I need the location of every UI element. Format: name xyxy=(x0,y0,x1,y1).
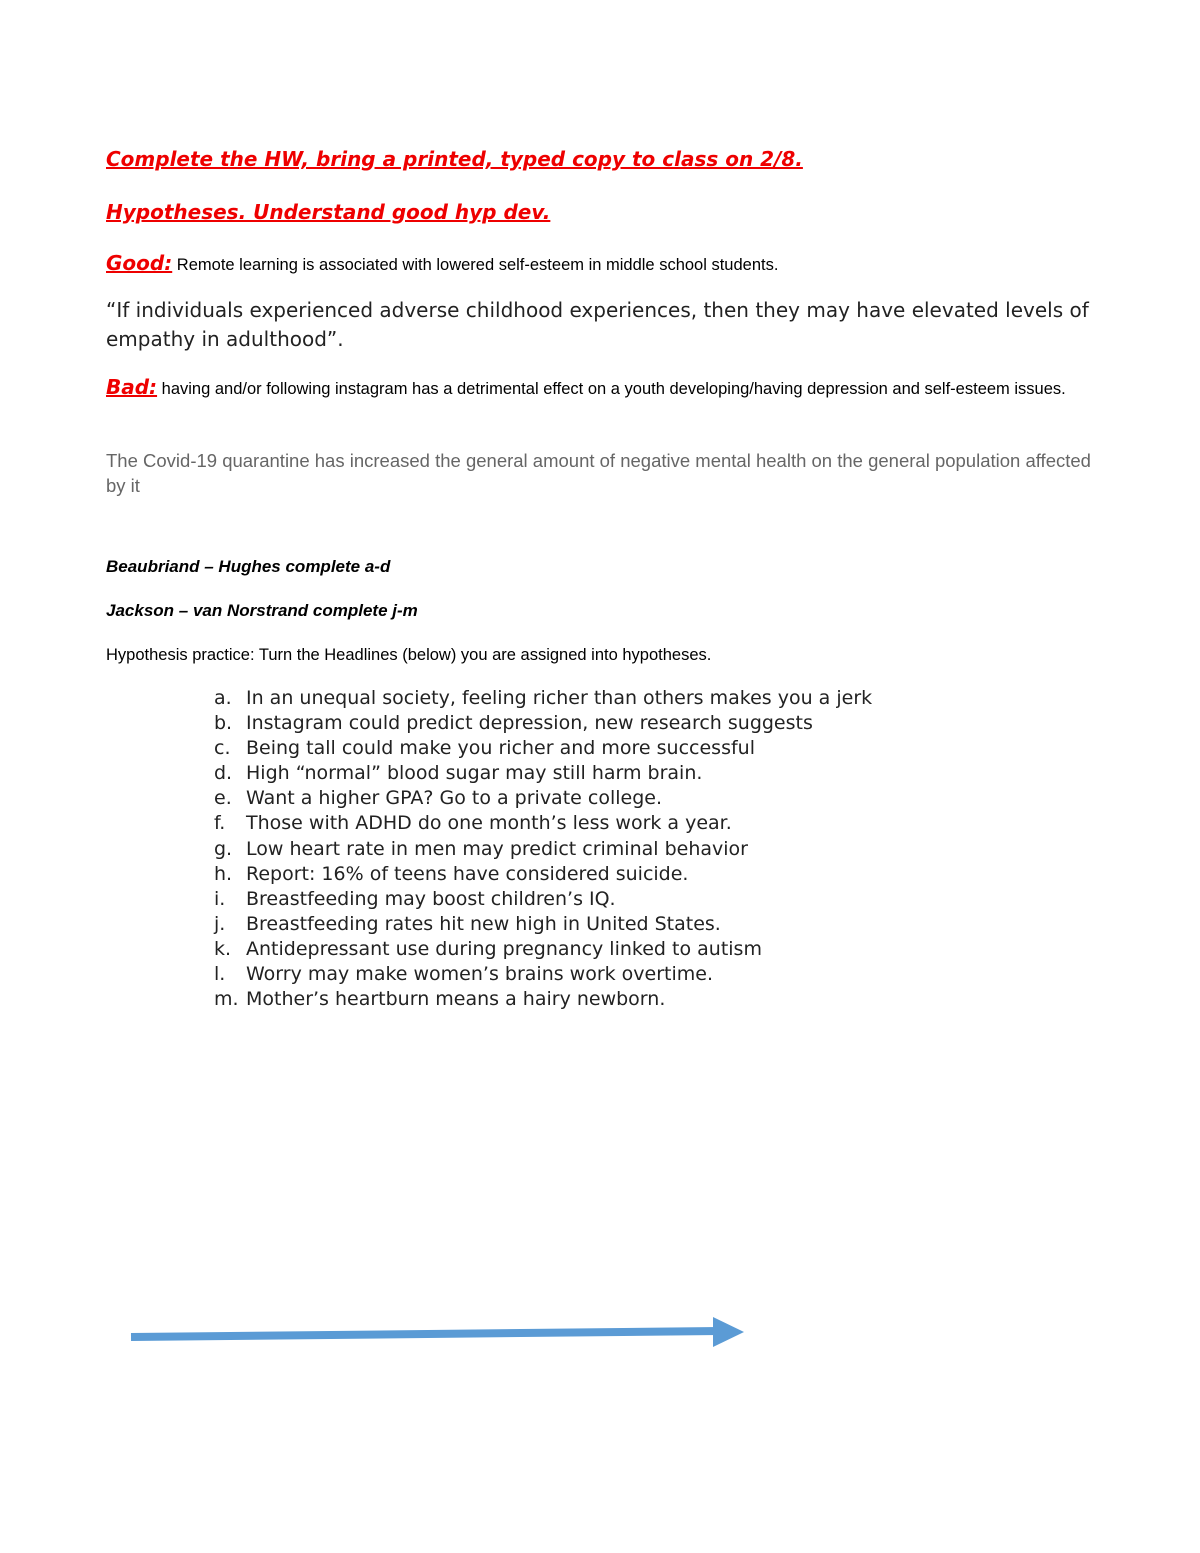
headline-marker: c. xyxy=(214,737,231,760)
homework-instruction: Complete the HW, bring a printed, typed copy to class on 2/8. xyxy=(106,147,803,171)
headline-marker: i. xyxy=(214,887,226,910)
headline-marker: k. xyxy=(214,937,232,960)
arrow-head xyxy=(713,1317,744,1347)
headline-marker: l. xyxy=(214,963,226,986)
headline-marker: e. xyxy=(214,787,232,810)
headline-marker: d. xyxy=(214,762,233,785)
hypotheses-heading: Hypotheses. Understand good hyp dev. xyxy=(106,200,551,224)
covid-example: The Covid-19 quarantine has increased the general amount of negative mental health on the general population affected by it xyxy=(106,450,1091,496)
headline-marker: b. xyxy=(214,712,233,735)
good-quote: “If individuals experienced adverse childhood experiences, then they may have elevated levels of empathy in adulthood”. xyxy=(106,298,1089,351)
bad-label: Bad: xyxy=(106,375,158,399)
headline-text: Those with ADHD do one month’s less work a year. xyxy=(246,812,732,835)
headline-marker: j. xyxy=(214,912,226,935)
headline-text: High “normal” blood sugar may still harm brain. xyxy=(246,762,703,785)
headline-text: Being tall could make you richer and more successful xyxy=(246,737,755,760)
headline-text: In an unequal society, feeling richer than others makes you a jerk xyxy=(246,687,873,709)
good-example-text: Remote learning is associated with lowered self-esteem in middle school students. xyxy=(172,256,779,274)
headline-marker: f. xyxy=(214,812,226,835)
headline-marker: h. xyxy=(214,862,233,885)
headline-text: Report: 16% of teens have considered suicide. xyxy=(246,862,689,885)
headline-marker: m. xyxy=(214,988,239,1011)
headline-text: Mother’s heartburn means a hairy newborn. xyxy=(246,988,666,1011)
headline-text: Instagram could predict depression, new research suggests xyxy=(246,712,813,735)
headline-text: Antidepressant use during pregnancy linked to autism xyxy=(246,937,762,960)
headline-text: Breastfeeding may boost children’s IQ. xyxy=(246,887,616,910)
right-arrow-icon xyxy=(131,1317,744,1347)
headline-text: Low heart rate in men may predict criminal behavior xyxy=(246,837,748,860)
headline-text: Worry may make women’s brains work overtime. xyxy=(246,963,714,986)
headline-text: Breastfeeding rates hit new high in United States. xyxy=(246,912,721,935)
group-assignment-2: Jackson – van Norstrand complete j-m xyxy=(106,601,418,620)
good-label: Good: xyxy=(106,251,173,275)
headline-text: Want a higher GPA? Go to a private college. xyxy=(246,787,662,810)
headline-marker: a. xyxy=(214,687,232,709)
bad-example-text: having and/or following instagram has a detrimental effect on a youth developing/having depression and self-esteem issues. xyxy=(157,380,1066,398)
practice-instruction: Hypothesis practice: Turn the Headlines (below) you are assigned into hypotheses. xyxy=(106,646,712,664)
headline-marker: g. xyxy=(214,837,233,860)
arrow-shaft xyxy=(131,1331,720,1337)
group-assignment-1: Beaubriand – Hughes complete a-d xyxy=(106,557,391,576)
